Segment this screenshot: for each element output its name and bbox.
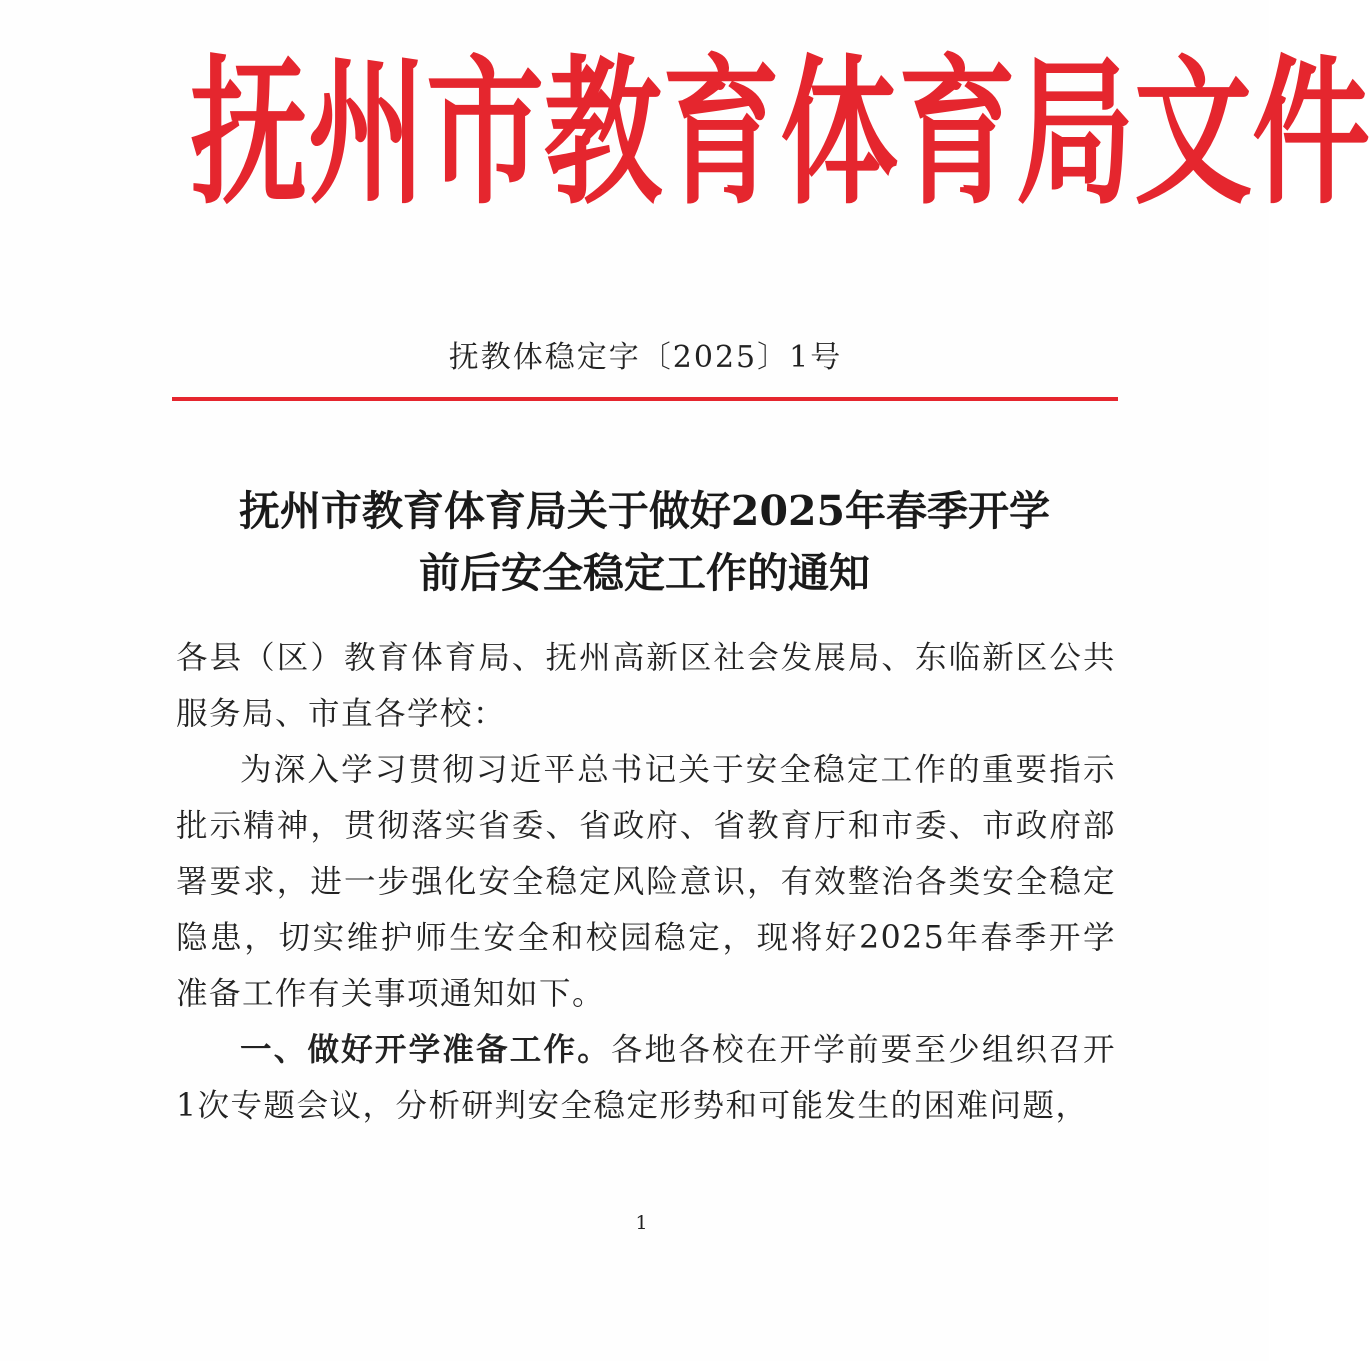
title-line-1: 抚州市教育体育局关于做好2025年春季开学 [238, 487, 1051, 535]
masthead-char: 抚 [190, 39, 309, 227]
masthead-char: 教 [544, 39, 663, 227]
masthead-char: 体 [780, 39, 899, 227]
document-number: 抚教体稳定字〔2025〕1号 [448, 340, 843, 375]
masthead-char: 件 [1252, 39, 1370, 227]
salutation: 各县（区）教育体育局、抚州高新区社会发展局、东临新区公共服务局、市直各学校： [176, 640, 1116, 732]
intro-paragraph: 为深入学习贯彻习近平总书记关于安全稳定工作的重要指示批示精神，贯彻落实省委、省政府、省教育厅和市委、市政府部署要求，进一步强化安全稳定风险意识，有效整治各类安全稳定隐患，切实维护师生安全和校园稳定，现将好2025年春季开学准备工作有关事项通知如下。 [176, 752, 1116, 1012]
section-1-heading: 一、做好开学准备工作。 [240, 1032, 611, 1068]
masthead-char: 育 [898, 39, 1017, 227]
red-divider [172, 397, 1118, 401]
masthead-char: 州 [308, 39, 427, 227]
section-1-paragraph [176, 1022, 1116, 1134]
document-title [0, 480, 1269, 604]
masthead-char: 市 [426, 39, 545, 227]
document-masthead [190, 39, 1370, 227]
title-line-2: 前后安全稳定工作的通知 [419, 549, 870, 597]
masthead-char: 育 [662, 39, 781, 227]
section-1-text: 各地各校在开学前要至少组织召开1次专题会议，分析研判安全稳定形势和可能发生的困难问题， [176, 1032, 1116, 1124]
masthead-char: 局 [1016, 39, 1135, 227]
document-body [176, 630, 1116, 1134]
page-number: 1 [635, 1212, 648, 1234]
masthead-char: 文 [1134, 39, 1253, 227]
